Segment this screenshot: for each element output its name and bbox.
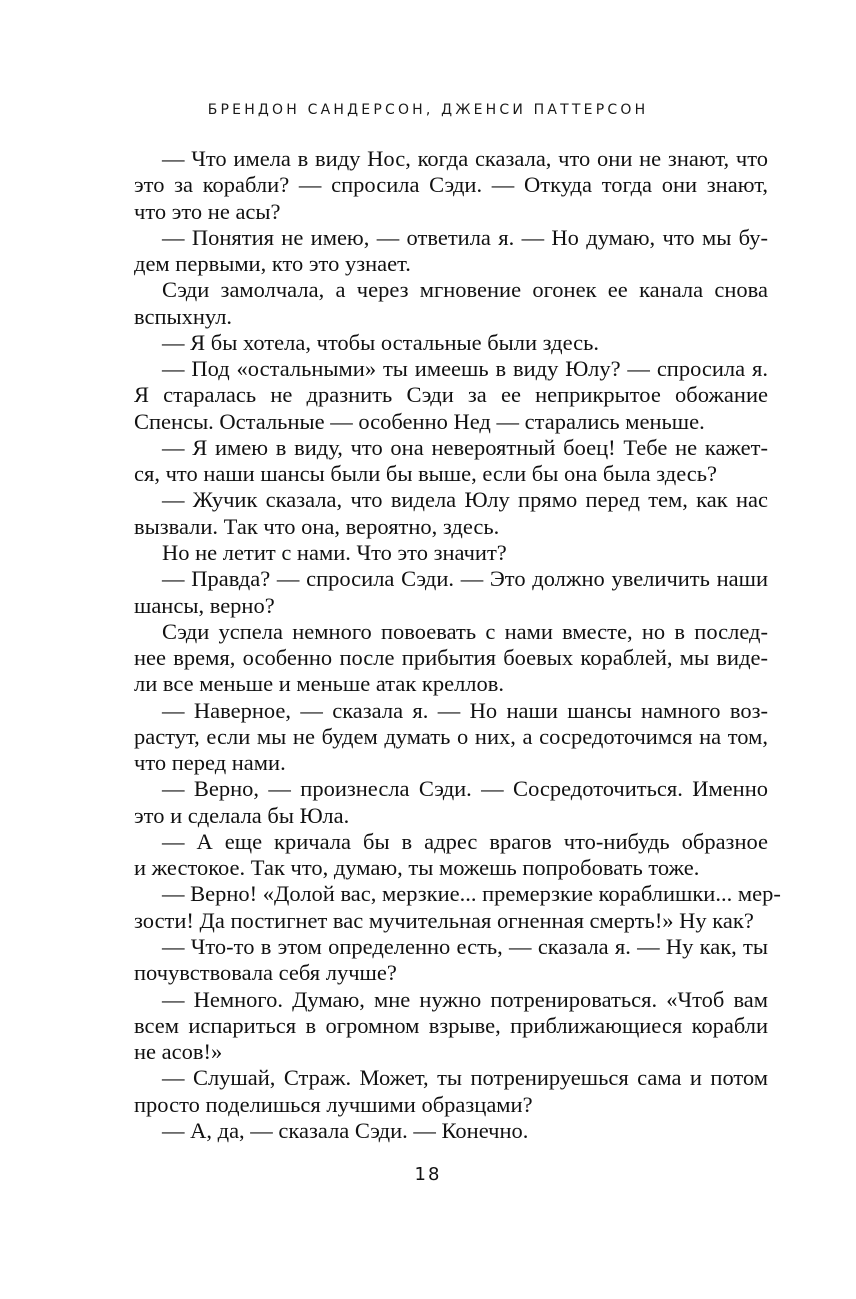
text-line — [134, 277, 768, 303]
text-line — [134, 724, 768, 750]
text-line-content: просто поделишься лучшими образцами? — [134, 1091, 533, 1117]
text-line-content: — А еще кричала бы в адрес врагов что-нибудь образное — [162, 828, 768, 854]
text-line-content: — Я имею в виду, что она невероятный боец! Тебе не кажет- — [162, 434, 768, 460]
text-line-content: — Правда? — спросила Сэди. — Это должно увеличить наши — [162, 566, 768, 592]
text-line — [134, 1065, 768, 1091]
text-line-content: что это не асы? — [134, 198, 281, 224]
text-line — [134, 855, 768, 881]
text-line-content: почувствовала себя лучше? — [134, 960, 397, 986]
text-line — [134, 330, 768, 356]
text-line-content: вспыхнул. — [134, 303, 233, 329]
text-line — [134, 566, 768, 592]
text-line-content: не асов!» — [134, 1039, 223, 1065]
text-line-content: — Немного. Думаю, мне нужно потренироваться. «Чтоб вам — [162, 986, 768, 1012]
text-line — [134, 671, 768, 697]
text-line — [134, 540, 768, 566]
text-line-content: — Жучик сказала, что видела Юлу прямо перед тем, как нас — [162, 487, 768, 513]
text-line — [134, 435, 768, 461]
text-line-content: Спенсы. Остальные — особенно Нед — старались меньше. — [134, 408, 705, 434]
text-line-content: — Верно, — произнесла Сэди. — Сосредоточиться. Именно — [162, 776, 768, 802]
text-line — [134, 593, 768, 619]
text-line-content: Сэди успела немного повоевать с нами вместе, но в послед- — [162, 618, 768, 644]
text-line-content: дем первыми, кто это узнает. — [134, 251, 411, 277]
running-head: БРЕНДОН САНДЕРСОН, ДЖЕНСИ ПАТТЕРСОН — [207, 102, 649, 118]
text-line-content: нее время, особенно после прибытия боевых кораблей, мы виде- — [134, 645, 768, 671]
text-line — [134, 487, 768, 513]
text-line-content: — Слушай, Страж. Может, ты потренируешься сама и потом — [162, 1065, 768, 1091]
text-line-content: ли все меньше и меньше атак креллов. — [134, 671, 505, 697]
text-line-content: Но не летит с нами. Что это значит? — [162, 539, 507, 565]
text-line-content: Сэди замолчала, а через мгновение огонек ее канала снова — [162, 277, 768, 303]
text-line-content: Я старалась не дразнить Сэди за ее неприкрытое обожание — [134, 382, 768, 408]
text-line — [134, 1118, 768, 1144]
text-line — [134, 304, 768, 330]
text-line-content: зости! Да постигнет вас мучительная огненная смерть!» Ну как? — [134, 907, 754, 933]
text-line-content: ся, что наши шансы были бы выше, если бы она была здесь? — [134, 461, 718, 487]
text-line — [134, 645, 768, 671]
text-line-content: — Что имела в виду Нос, когда сказала, что они не знают, что — [162, 146, 768, 171]
text-line-content: — Понятия не имею, — ответила я. — Но думаю, что мы бу- — [162, 224, 768, 250]
text-line — [134, 908, 768, 934]
text-line — [134, 461, 768, 487]
text-line-content: шансы, верно? — [134, 592, 275, 618]
text-line — [134, 172, 768, 198]
text-line — [134, 1092, 768, 1118]
text-line — [134, 514, 768, 540]
text-line — [134, 409, 768, 435]
text-line-content: это за корабли? — спросила Сэди. — Откуда тогда они знают, — [134, 172, 768, 198]
text-line-content: и жестокое. Так что, думаю, ты можешь попробовать тоже. — [134, 855, 700, 881]
text-line — [134, 356, 768, 382]
text-line — [134, 382, 768, 408]
text-line — [134, 619, 768, 645]
text-line — [134, 199, 768, 225]
text-line — [134, 960, 768, 986]
text-line-content: — Наверное, — сказала я. — Но наши шансы намного воз- — [162, 697, 768, 723]
text-line — [134, 776, 768, 802]
text-line — [134, 881, 781, 907]
text-line — [134, 750, 768, 776]
page-number: 18 — [414, 1164, 442, 1185]
text-line — [134, 829, 768, 855]
text-line-content: это и сделала бы Юла. — [134, 802, 350, 828]
text-line — [134, 934, 768, 960]
text-line-content: что перед нами. — [134, 750, 286, 776]
text-line-content: — Под «остальными» ты имеешь в виду Юлу? — спросила я. — [162, 356, 768, 382]
text-line — [134, 251, 768, 277]
text-line-content: растут, если мы не будем думать о них, а сосредоточимся на том, — [134, 723, 768, 749]
text-line — [134, 698, 768, 724]
body-text — [134, 146, 781, 1144]
text-line-content: всем испариться в огромном взрыве, приближающиеся корабли — [134, 1012, 768, 1038]
text-line-content: — Что-то в этом определенно есть, — сказала я. — Ну как, ты — [162, 933, 768, 959]
text-line — [134, 987, 768, 1013]
text-line-content: — Верно! «Долой вас, мерзкие... премерзкие кораблишки... мер- — [162, 881, 781, 907]
text-line — [134, 803, 768, 829]
text-line-content: вызвали. Так что она, вероятно, здесь. — [134, 513, 500, 539]
text-line — [134, 1039, 768, 1065]
text-line — [134, 225, 768, 251]
text-line-content: — Я бы хотела, чтобы остальные были здесь. — [162, 329, 600, 355]
text-line — [134, 146, 768, 172]
text-line — [134, 1013, 768, 1039]
text-line-content: — А, да, — сказала Сэди. — Конечно. — [162, 1117, 529, 1143]
